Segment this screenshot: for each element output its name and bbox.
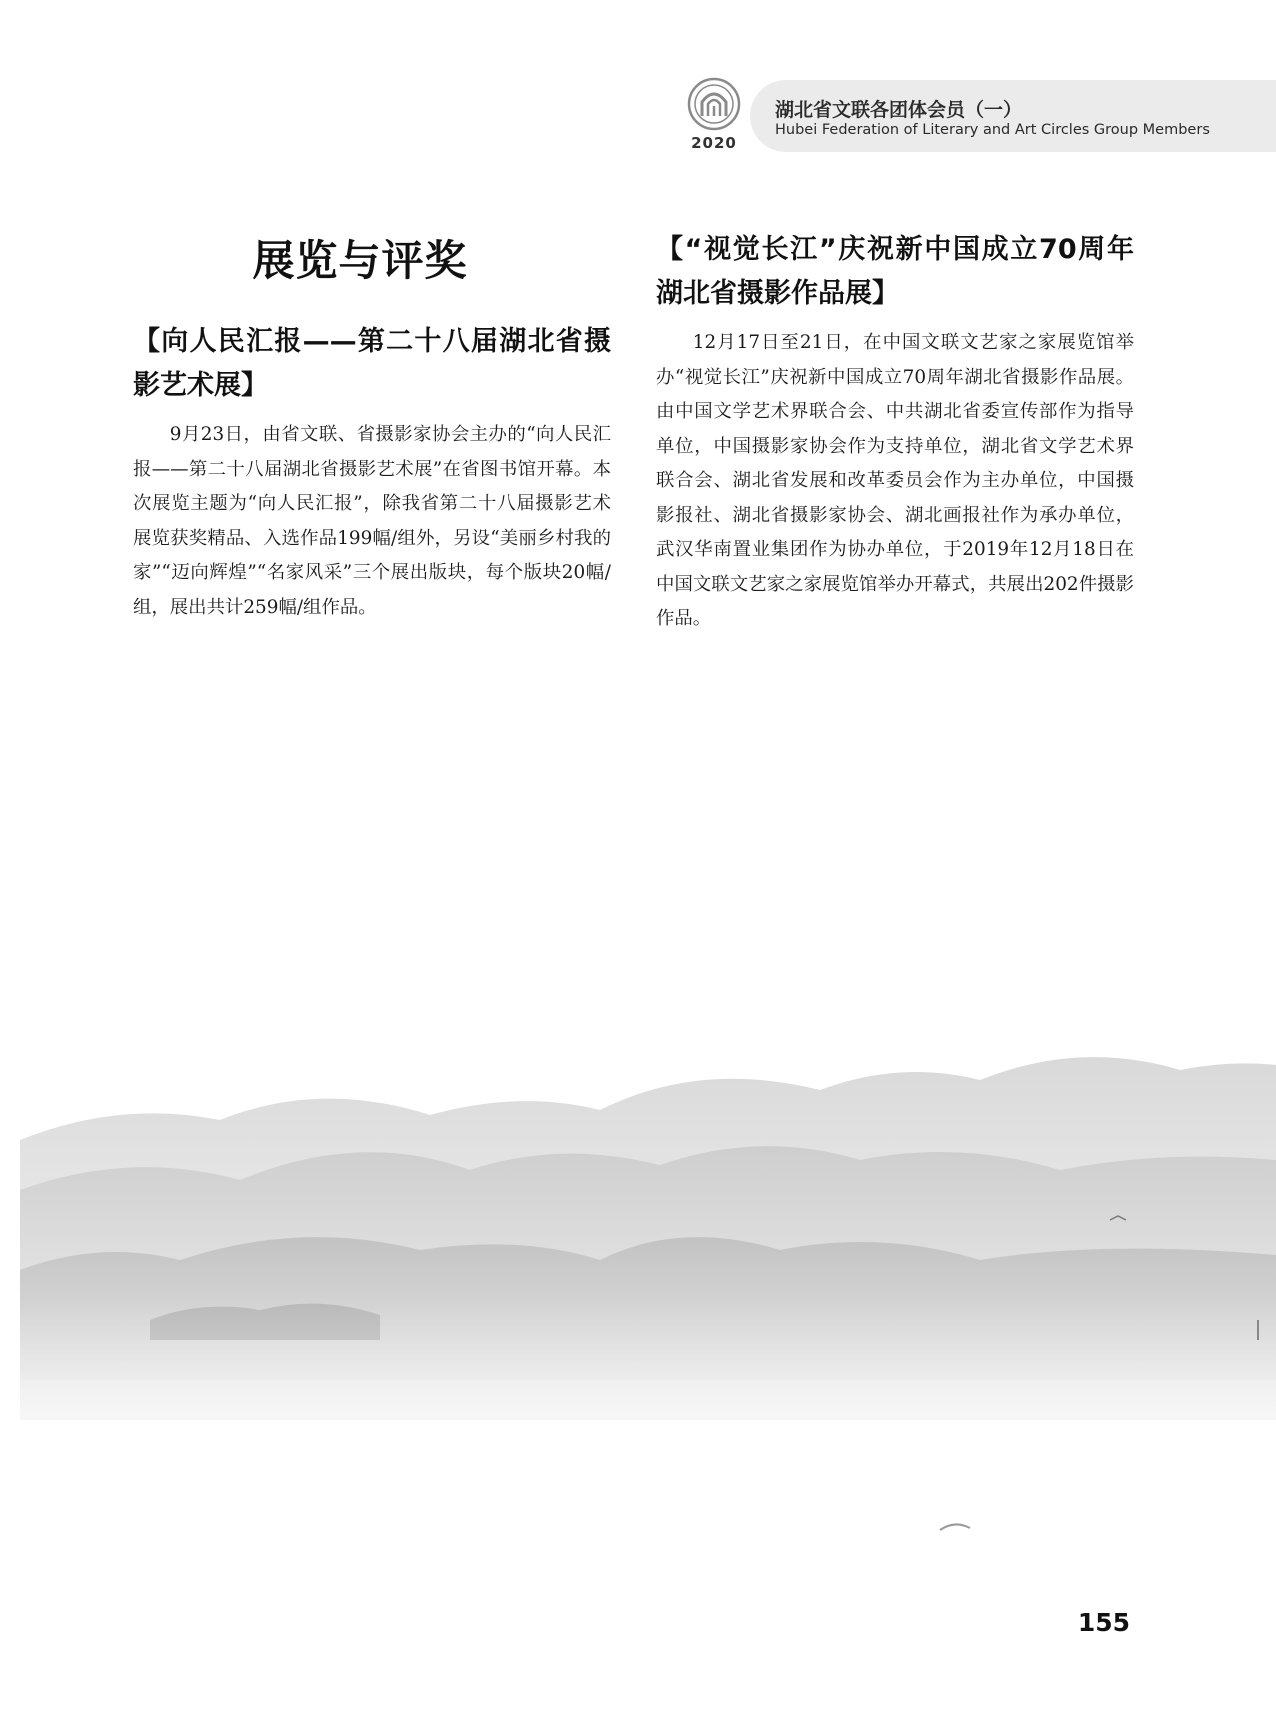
article-title: 【“视觉长江”庆祝新中国成立70周年湖北省摄影作品展】: [656, 234, 1134, 309]
header-title-en: Hubei Federation of Literary and Art Circles Group Members: [775, 122, 1210, 138]
article-left: [133, 320, 611, 625]
article-body: 12月17日至21日，在中国文联文艺家之家展览馆举办“视觉长江”庆祝新中国成立70周年湖北省摄影作品展。由中国文学艺术界联合会、中共湖北省委宣传部作为指导单位，中国摄影家协会作为支持单位，湖北省文学艺术界联合会、湖北省发展和改革委员会作为主办单位，中国摄影报社、湖北省摄影家协会、湖北画报社作为承办单位，武汉华南置业集团作为协办单位，于2019年12月18日在中国文联文艺家之家展览馆举办开幕式，共展出202件摄影作品。: [656, 332, 1134, 629]
ink-landscape-illustration: [0, 1020, 1276, 1600]
section-title: 展览与评奖: [252, 236, 468, 285]
page-number: 155: [1077, 1608, 1130, 1637]
header-year: 2020: [691, 134, 737, 152]
article-body: 9月23日，由省文联、省摄影家协会主办的“向人民汇报——第二十八届湖北省摄影艺术展”在省图书馆开幕。本次展览主题为“向人民汇报”，除我省第二十八届摄影艺术展览获奖精品、入选作品199幅/组外，另设“美丽乡村我的家”“迈向辉煌”“名家风采”三个展出版块，每个版块20幅/组，展出共计259幅/组作品。: [133, 424, 611, 618]
federation-logo-icon: [686, 76, 742, 132]
header-title-zh: 湖北省文联各团体会员（一）: [775, 99, 1023, 121]
article-title: 【向人民汇报——第二十八届湖北省摄影艺术展】: [133, 326, 611, 401]
article-right: [656, 228, 1134, 637]
